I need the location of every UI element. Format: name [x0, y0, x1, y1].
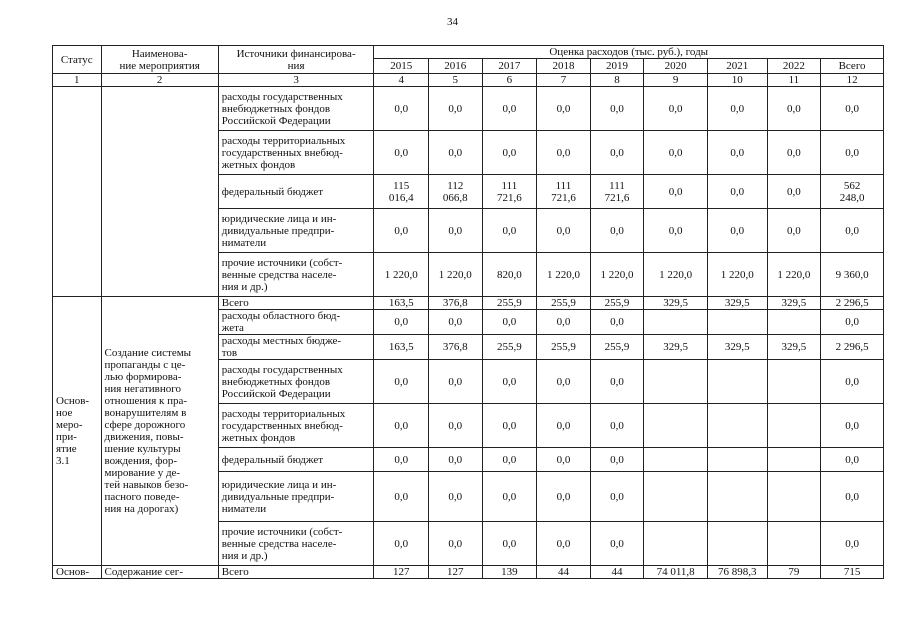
value-cell: 0,0: [482, 87, 537, 131]
value-cell: 0,0: [821, 310, 884, 335]
value-cell: 255,9: [482, 297, 537, 310]
header-status: Статус: [53, 46, 102, 74]
value-cell: 163,5: [374, 335, 429, 360]
value-cell: 0,0: [429, 131, 483, 175]
value-cell: 255,9: [537, 335, 591, 360]
value-cell: 0,0: [537, 404, 591, 448]
value-cell: [707, 448, 767, 472]
value-cell: 0,0: [767, 131, 821, 175]
value-cell: 79: [767, 566, 821, 579]
name-cell: [101, 87, 218, 297]
value-cell: 0,0: [537, 310, 591, 335]
value-cell: 329,5: [767, 297, 821, 310]
value-cell: 329,5: [644, 297, 708, 310]
value-cell: 1 220,0: [767, 253, 821, 297]
table-row: [53, 87, 884, 131]
value-cell: 0,0: [482, 448, 537, 472]
value-cell: 255,9: [482, 335, 537, 360]
value-cell: 139: [482, 566, 537, 579]
expenses-table: [52, 45, 884, 579]
value-cell: 329,5: [644, 335, 708, 360]
value-cell: 329,5: [767, 335, 821, 360]
value-cell: 0,0: [644, 131, 708, 175]
value-cell: 0,0: [590, 310, 644, 335]
status-cell: Основ- ное меро- при- ятие 3.1: [53, 297, 102, 566]
value-cell: 0,0: [374, 87, 429, 131]
value-cell: [707, 404, 767, 448]
value-cell: 0,0: [821, 404, 884, 448]
value-cell: 0,0: [429, 522, 483, 566]
value-cell: 0,0: [537, 131, 591, 175]
value-cell: 329,5: [707, 335, 767, 360]
value-cell: [644, 310, 708, 335]
header-year: 2020: [644, 59, 708, 74]
value-cell: 0,0: [429, 404, 483, 448]
value-cell: 0,0: [482, 310, 537, 335]
value-cell: [767, 404, 821, 448]
value-cell: 0,0: [644, 175, 708, 209]
value-cell: 0,0: [429, 209, 483, 253]
value-cell: 0,0: [374, 209, 429, 253]
source-cell: федеральный бюджет: [218, 175, 374, 209]
value-cell: 0,0: [821, 209, 884, 253]
value-cell: 0,0: [537, 522, 591, 566]
column-index: 2: [101, 74, 218, 87]
name-cell: Содержание сег-: [101, 566, 218, 579]
source-cell: расходы государственных внебюджетных фондов Российской Федерации: [218, 87, 374, 131]
value-cell: 0,0: [374, 522, 429, 566]
column-index: 10: [707, 74, 767, 87]
header-year: 2015: [374, 59, 429, 74]
value-cell: 0,0: [429, 87, 483, 131]
value-cell: 127: [429, 566, 483, 579]
value-cell: 0,0: [482, 404, 537, 448]
value-cell: 44: [537, 566, 591, 579]
value-cell: 820,0: [482, 253, 537, 297]
column-index: 12: [821, 74, 884, 87]
name-cell: Создание системы пропаганды с це- лью формирова- ния негативного отношения к пра- вонарушителям в сфере дорожного движения, повы- шение культуры вождения, фор- мирование у де- тей навыков безо- пасного поведе- ния на дорогах): [101, 297, 218, 566]
value-cell: 0,0: [821, 87, 884, 131]
value-cell: 1 220,0: [590, 253, 644, 297]
value-cell: 1 220,0: [429, 253, 483, 297]
value-cell: 255,9: [590, 297, 644, 310]
source-cell: прочие источники (собст- венные средства населе- ния и др.): [218, 522, 374, 566]
header-year: 2016: [429, 59, 483, 74]
source-cell: расходы государственных внебюджетных фондов Российской Федерации: [218, 360, 374, 404]
value-cell: 376,8: [429, 335, 483, 360]
value-cell: 112 066,8: [429, 175, 483, 209]
source-cell: расходы территориальных государственных внебюд- жетных фондов: [218, 404, 374, 448]
value-cell: 111 721,6: [537, 175, 591, 209]
value-cell: [644, 448, 708, 472]
value-cell: [767, 360, 821, 404]
column-index: 6: [482, 74, 537, 87]
source-cell: Всего: [218, 297, 374, 310]
value-cell: 562 248,0: [821, 175, 884, 209]
value-cell: 0,0: [374, 131, 429, 175]
value-cell: [644, 522, 708, 566]
value-cell: 0,0: [590, 360, 644, 404]
value-cell: 0,0: [429, 310, 483, 335]
value-cell: 0,0: [429, 360, 483, 404]
value-cell: 0,0: [374, 404, 429, 448]
value-cell: 0,0: [537, 209, 591, 253]
column-index: 8: [590, 74, 644, 87]
value-cell: 0,0: [537, 360, 591, 404]
value-cell: [767, 310, 821, 335]
header-year: 2022: [767, 59, 821, 74]
value-cell: [707, 360, 767, 404]
value-cell: 0,0: [767, 175, 821, 209]
column-index-row: [53, 74, 884, 87]
header-year: 2017: [482, 59, 537, 74]
column-index: 11: [767, 74, 821, 87]
value-cell: 0,0: [482, 131, 537, 175]
value-cell: 44: [590, 566, 644, 579]
value-cell: 0,0: [482, 472, 537, 522]
value-cell: [767, 448, 821, 472]
header-sources: Источники финансирова- ния: [218, 46, 374, 74]
value-cell: 0,0: [821, 131, 884, 175]
value-cell: 0,0: [374, 310, 429, 335]
source-cell: расходы территориальных государственных внебюд- жетных фондов: [218, 131, 374, 175]
value-cell: 0,0: [590, 472, 644, 522]
header-year: 2021: [707, 59, 767, 74]
value-cell: 0,0: [429, 472, 483, 522]
value-cell: 0,0: [374, 448, 429, 472]
value-cell: 9 360,0: [821, 253, 884, 297]
value-cell: 0,0: [590, 87, 644, 131]
value-cell: 115 016,4: [374, 175, 429, 209]
source-cell: Всего: [218, 566, 374, 579]
value-cell: 74 011,8: [644, 566, 708, 579]
status-cell: Основ-: [53, 566, 102, 579]
header-estimate: Оценка расходов (тыс. руб.), годы: [374, 46, 884, 59]
value-cell: 715: [821, 566, 884, 579]
value-cell: 0,0: [707, 131, 767, 175]
value-cell: 0,0: [537, 87, 591, 131]
value-cell: 1 220,0: [644, 253, 708, 297]
value-cell: 376,8: [429, 297, 483, 310]
header-year: 2019: [590, 59, 644, 74]
value-cell: 0,0: [537, 448, 591, 472]
value-cell: 1 220,0: [707, 253, 767, 297]
value-cell: 0,0: [590, 131, 644, 175]
value-cell: 0,0: [707, 87, 767, 131]
value-cell: 0,0: [767, 209, 821, 253]
value-cell: 0,0: [590, 522, 644, 566]
value-cell: 0,0: [590, 209, 644, 253]
table-row: [53, 566, 884, 579]
value-cell: 0,0: [482, 522, 537, 566]
page-number: 34: [447, 16, 458, 28]
value-cell: 163,5: [374, 297, 429, 310]
value-cell: [707, 310, 767, 335]
value-cell: 0,0: [707, 175, 767, 209]
value-cell: 329,5: [707, 297, 767, 310]
value-cell: 0,0: [482, 360, 537, 404]
value-cell: [767, 472, 821, 522]
value-cell: 2 296,5: [821, 335, 884, 360]
value-cell: [644, 360, 708, 404]
value-cell: 255,9: [537, 297, 591, 310]
value-cell: 111 721,6: [590, 175, 644, 209]
value-cell: 0,0: [644, 209, 708, 253]
value-cell: 2 296,5: [821, 297, 884, 310]
value-cell: 0,0: [821, 360, 884, 404]
column-index: 9: [644, 74, 708, 87]
header-year: 2018: [537, 59, 591, 74]
header-name: Наименова- ние мероприятия: [101, 46, 218, 74]
column-index: 3: [218, 74, 374, 87]
value-cell: [707, 472, 767, 522]
column-index: 4: [374, 74, 429, 87]
value-cell: 0,0: [821, 472, 884, 522]
value-cell: 0,0: [537, 472, 591, 522]
value-cell: 1 220,0: [374, 253, 429, 297]
source-cell: федеральный бюджет: [218, 448, 374, 472]
source-cell: прочие источники (собст- венные средства населе- ния и др.): [218, 253, 374, 297]
column-index: 7: [537, 74, 591, 87]
value-cell: [644, 404, 708, 448]
header-total: Всего: [821, 59, 884, 74]
status-cell: [53, 87, 102, 297]
column-index: 5: [429, 74, 483, 87]
column-index: 1: [53, 74, 102, 87]
table-row: [53, 297, 884, 310]
value-cell: [644, 472, 708, 522]
value-cell: [767, 522, 821, 566]
value-cell: 76 898,3: [707, 566, 767, 579]
value-cell: 127: [374, 566, 429, 579]
value-cell: 0,0: [644, 87, 708, 131]
value-cell: 0,0: [590, 448, 644, 472]
value-cell: 0,0: [590, 404, 644, 448]
value-cell: 0,0: [482, 209, 537, 253]
value-cell: 0,0: [707, 209, 767, 253]
value-cell: 0,0: [374, 472, 429, 522]
value-cell: 0,0: [821, 522, 884, 566]
value-cell: 0,0: [374, 360, 429, 404]
value-cell: 0,0: [429, 448, 483, 472]
value-cell: 0,0: [767, 87, 821, 131]
value-cell: 255,9: [590, 335, 644, 360]
value-cell: 1 220,0: [537, 253, 591, 297]
source-cell: расходы местных бюдже- тов: [218, 335, 374, 360]
source-cell: юридические лица и ин- дивидуальные предпри- ниматели: [218, 472, 374, 522]
source-cell: расходы областного бюд- жета: [218, 310, 374, 335]
source-cell: юридические лица и ин- дивидуальные предпри- ниматели: [218, 209, 374, 253]
value-cell: 111 721,6: [482, 175, 537, 209]
value-cell: 0,0: [821, 448, 884, 472]
value-cell: [707, 522, 767, 566]
